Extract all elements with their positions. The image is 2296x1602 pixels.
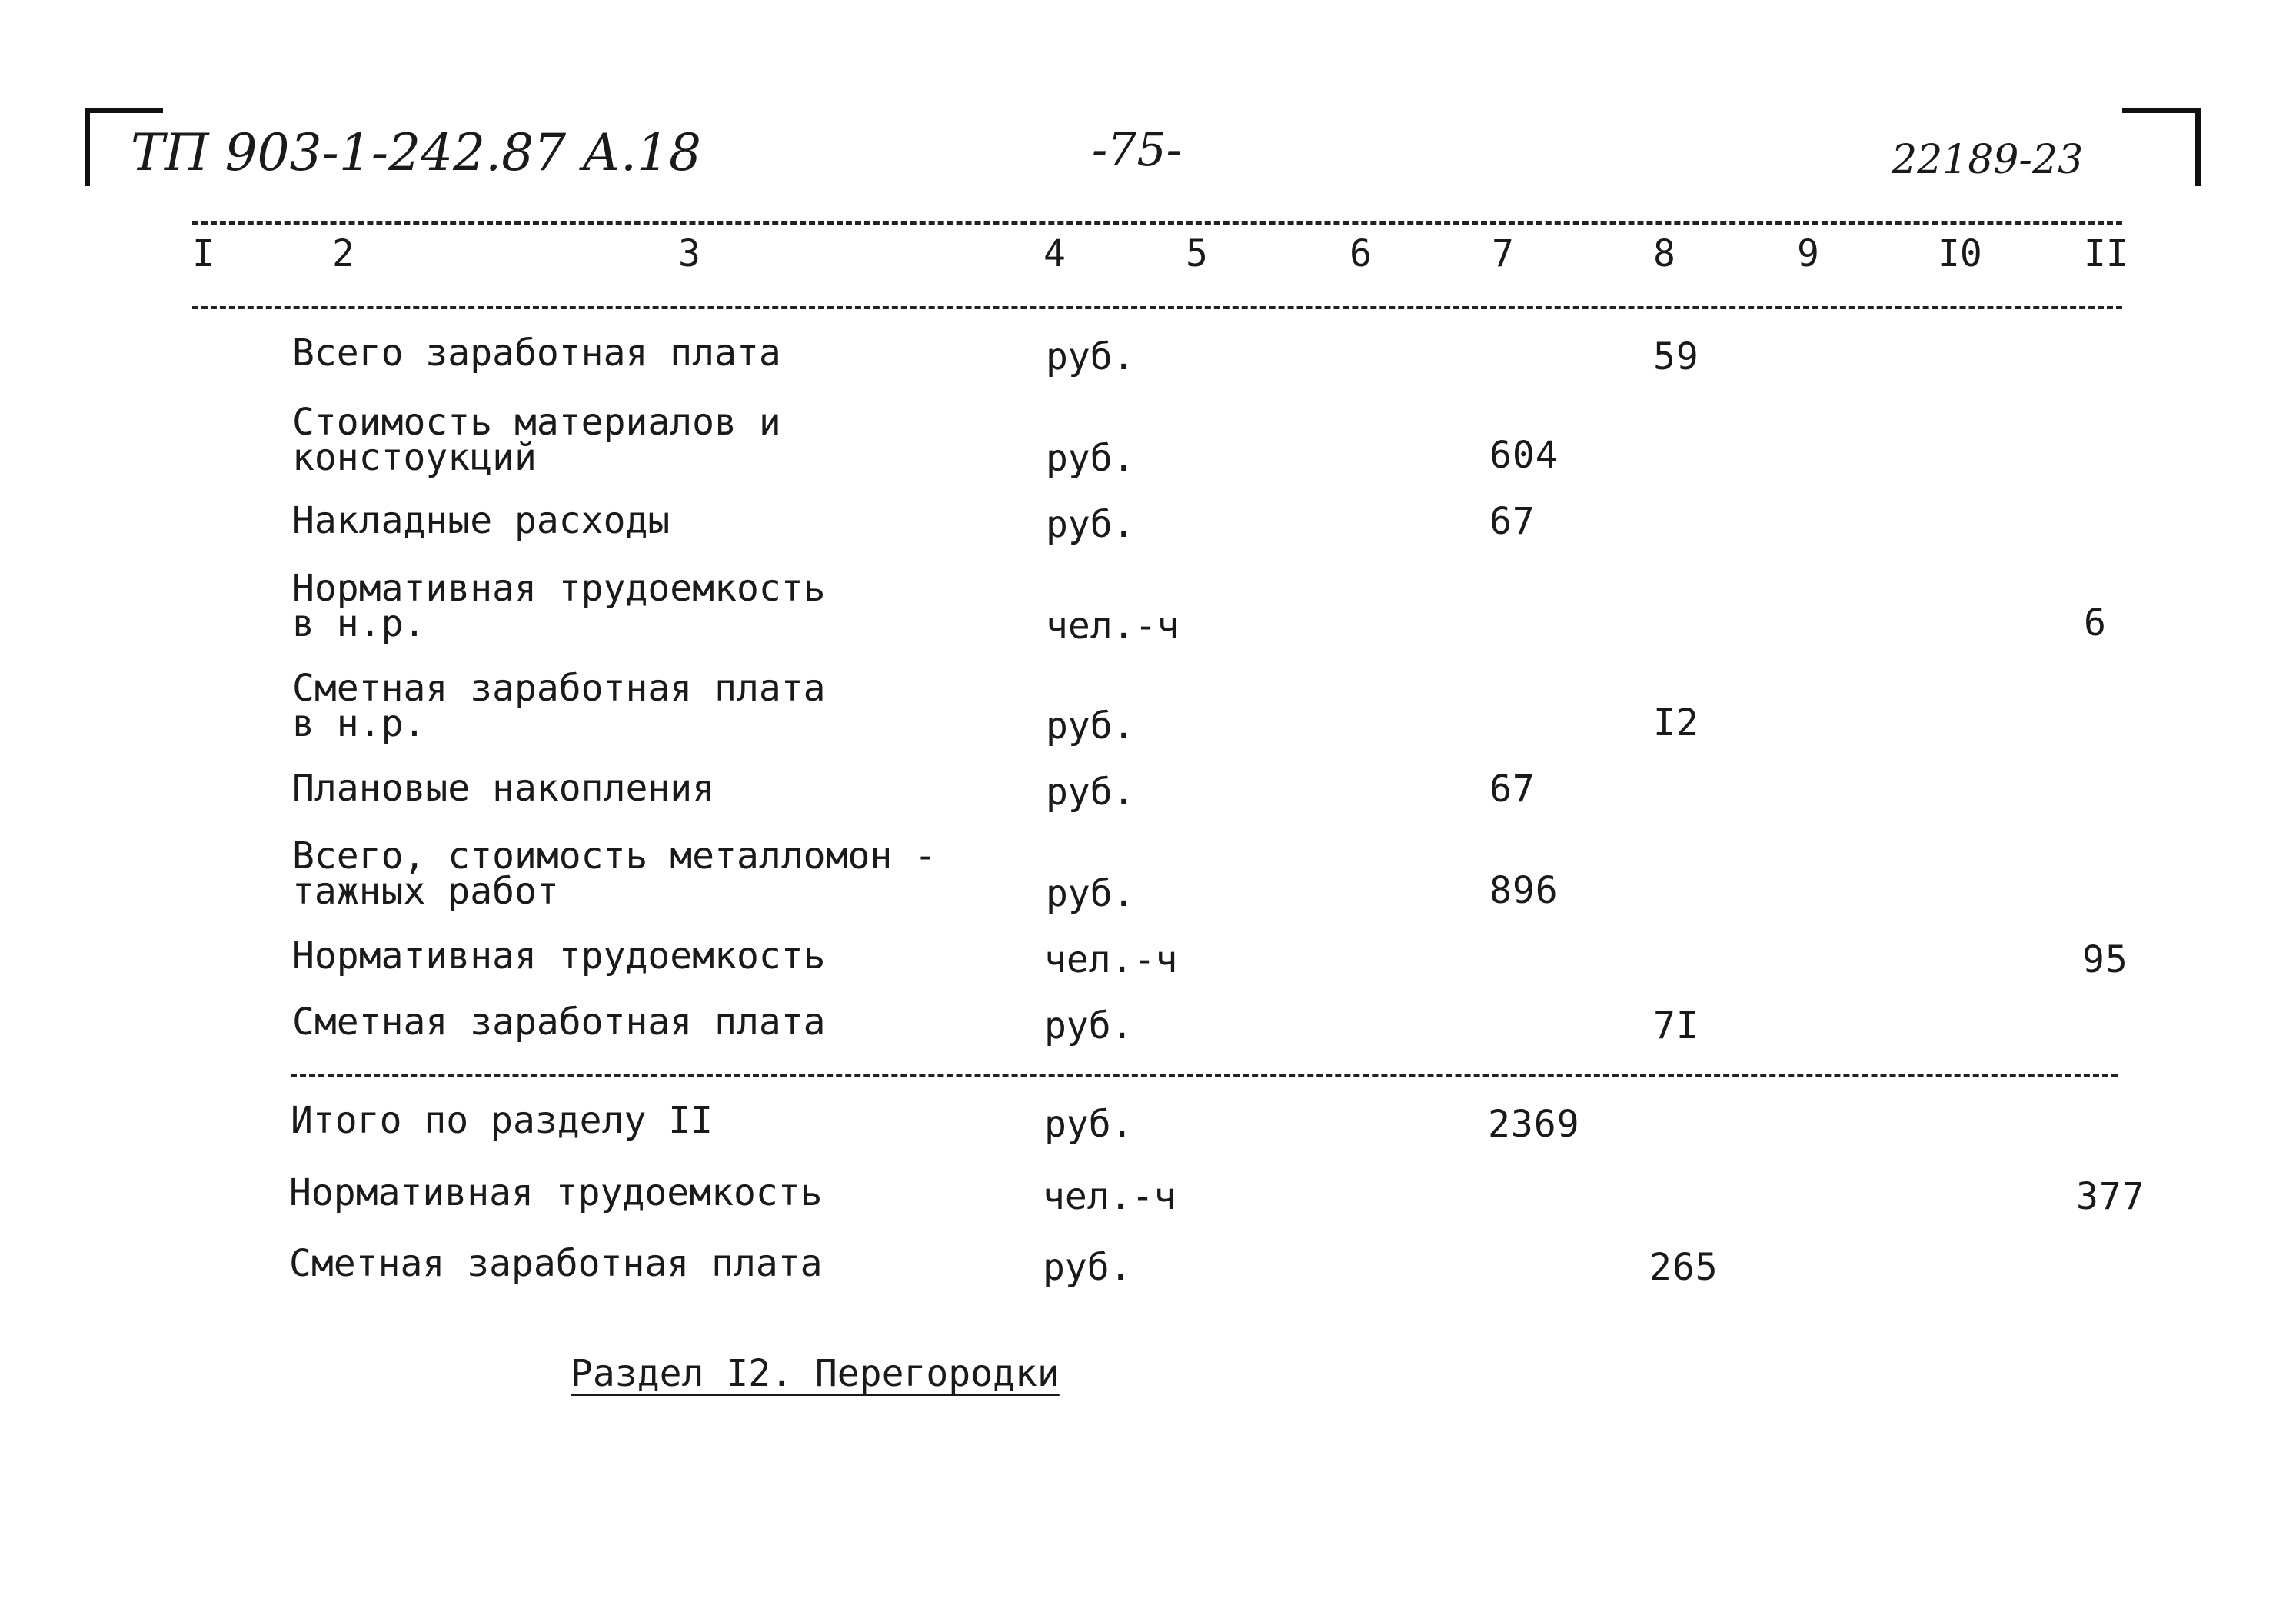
row-unit: чел.-ч <box>1043 1175 1176 1218</box>
row-unit: чел.-ч <box>1044 938 1178 981</box>
row-label-line2: в н.р. <box>292 602 426 645</box>
col7-value: 67 <box>1489 768 1536 811</box>
page-number: -75- <box>1092 123 1182 177</box>
row-label-line2: тажных работ <box>292 870 559 913</box>
row-unit: руб. <box>1043 1246 1132 1289</box>
column-header: I0 <box>1938 232 1982 275</box>
row-label-line2: констоукций <box>292 436 537 479</box>
col8-value: I2 <box>1653 701 1699 744</box>
row-unit: руб. <box>1046 704 1135 748</box>
row-unit: руб. <box>1044 1103 1133 1146</box>
col8-value: 7I <box>1653 1004 1699 1047</box>
column-header: 4 <box>1043 232 1066 275</box>
column-header: II <box>2084 232 2128 275</box>
row-label: Сметная заработная плата <box>289 1242 823 1285</box>
col7-value: 604 <box>1489 434 1559 477</box>
column-header: 9 <box>1797 232 1819 275</box>
col11-value: 377 <box>2076 1175 2145 1218</box>
col7-value: 896 <box>1489 869 1559 912</box>
frame-corner-right <box>2122 108 2201 186</box>
row-label-line1: Всего, стоимость металломон - <box>292 834 937 878</box>
col11-value: 95 <box>2082 938 2128 981</box>
row-label-line1: Стоимость материалов и <box>292 401 781 444</box>
column-header: 2 <box>332 232 354 275</box>
document-code: ТП 903-1-242.87 А.18 <box>131 123 701 182</box>
row-label: Итого по разделу II <box>291 1099 714 1142</box>
col11-value: 6 <box>2084 601 2107 644</box>
row-unit: чел.-ч <box>1046 604 1180 648</box>
section-title: Раздел I2. Перегородки <box>571 1352 1060 1395</box>
row-unit: руб. <box>1044 1004 1133 1047</box>
row-label-line2: в н.р. <box>292 702 426 745</box>
table-top-rule <box>192 221 2122 225</box>
column-header: I <box>192 232 215 275</box>
col7-value: 67 <box>1489 500 1536 543</box>
column-header: 8 <box>1653 232 1675 275</box>
col7-value: 2369 <box>1488 1103 1580 1146</box>
row-label-line1: Нормативная трудоемкость <box>292 567 826 610</box>
col8-value: 59 <box>1653 335 1699 378</box>
row-label: Нормативная трудоемкость <box>292 934 826 978</box>
row-unit: руб. <box>1046 503 1135 546</box>
column-header: 5 <box>1186 232 1208 275</box>
row-label: Плановые накопления <box>292 767 715 810</box>
column-header: 3 <box>678 232 700 275</box>
row-unit: руб. <box>1046 771 1135 814</box>
row-label: Накладные расходы <box>292 499 670 542</box>
row-label-line1: Сметная заработная плата <box>292 667 826 710</box>
row-unit: руб. <box>1046 872 1135 915</box>
totals-rule <box>291 1074 2118 1077</box>
column-header: 6 <box>1349 232 1372 275</box>
row-unit: руб. <box>1046 437 1135 480</box>
col8-value: 265 <box>1649 1246 1719 1289</box>
archive-number: 22189-23 <box>1892 137 2084 183</box>
column-header: 7 <box>1492 232 1514 275</box>
row-unit: руб. <box>1046 335 1135 378</box>
row-label: Всего заработная плата <box>292 331 781 375</box>
row-label: Нормативная трудоемкость <box>289 1171 823 1214</box>
row-label: Сметная заработная плата <box>292 1001 826 1044</box>
table-header-rule <box>192 306 2122 309</box>
